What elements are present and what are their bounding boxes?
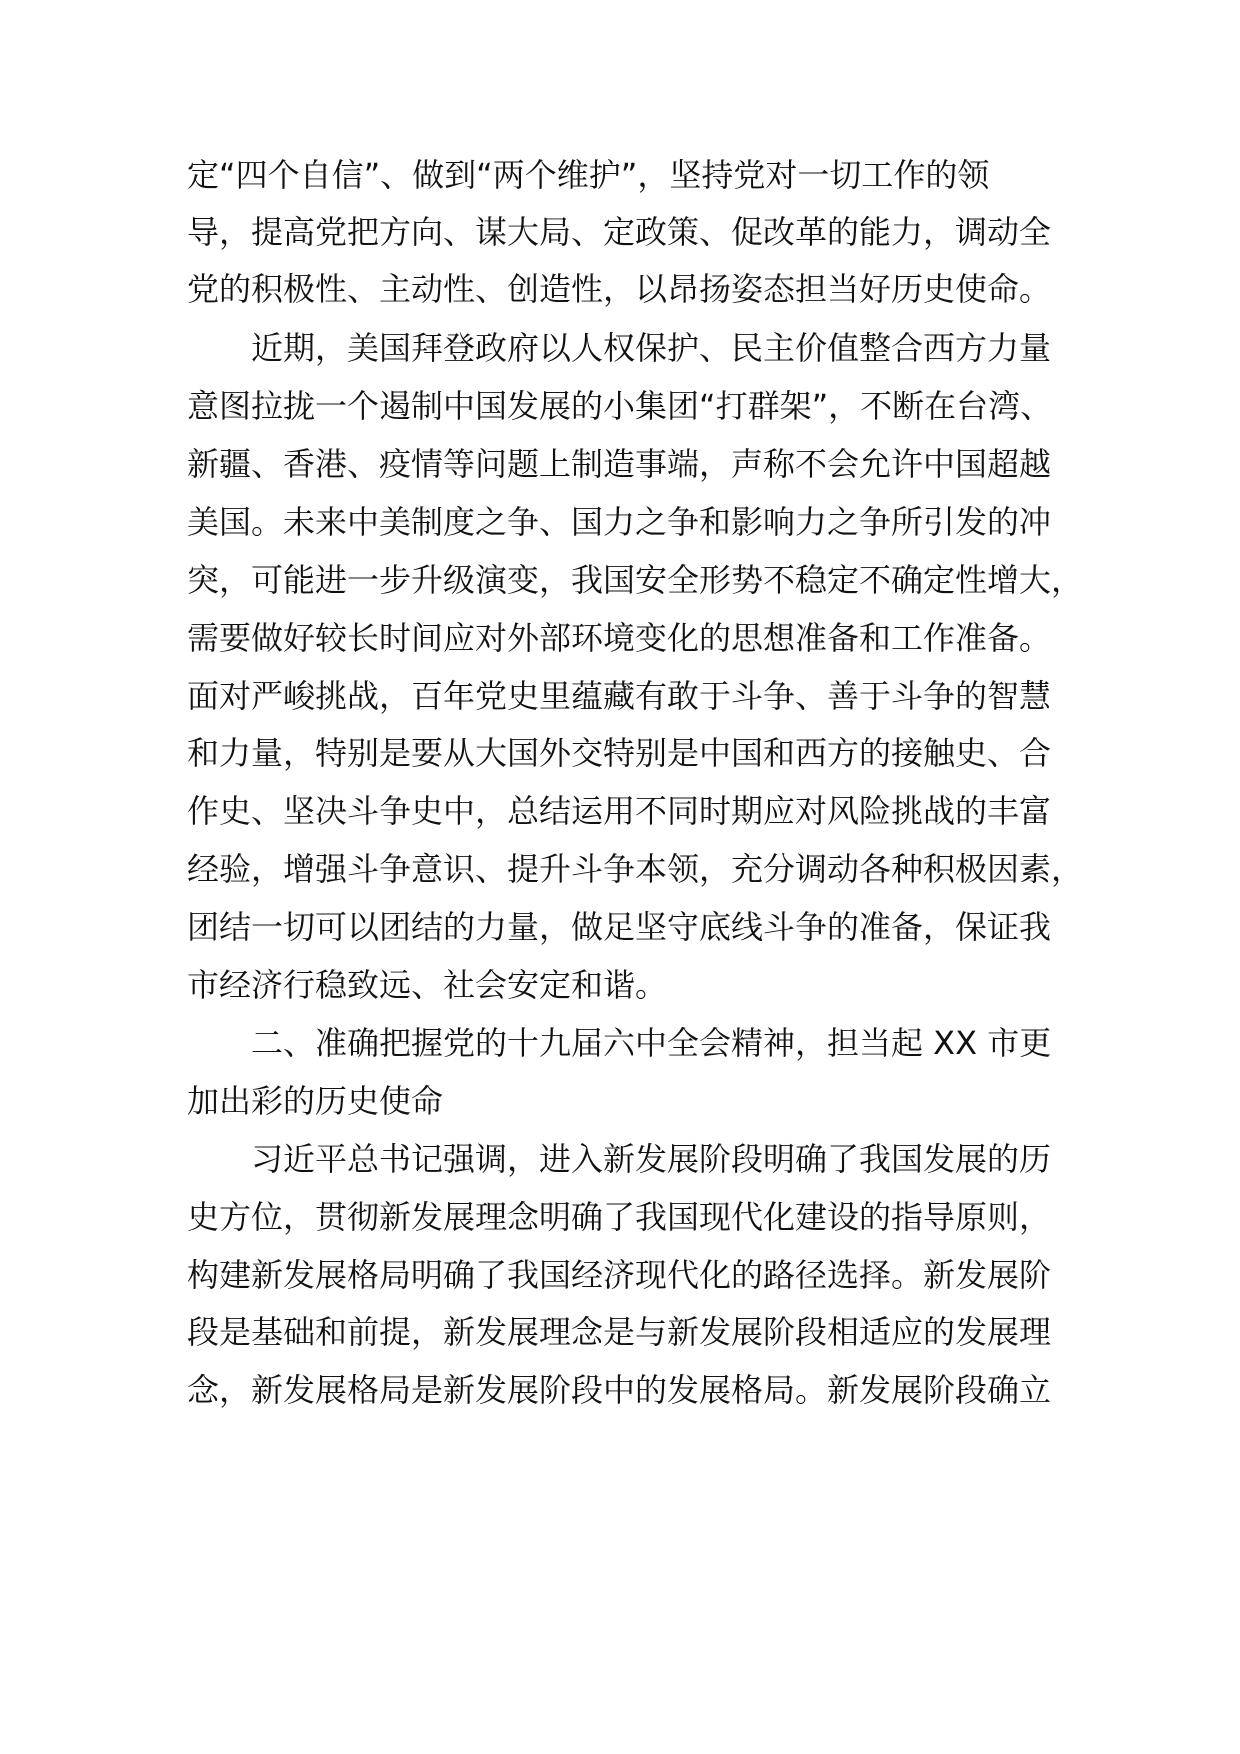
text-line-7: 美国。未来中美制度之争、国力之争和影响力之争所引发的冲: [187, 503, 1052, 541]
text-line-10: 面对严峻挑战，百年党史里蕴藏有敢于斗争、善于斗争的智慧: [187, 677, 1052, 715]
text-line-8: 突，可能进一步升级演变，我国安全形势不稳定不确定性增大，: [187, 561, 1084, 599]
text-line-19: 段是基础和前提，新发展理念是与新发展阶段相适应的发展理: [187, 1313, 1052, 1351]
text-line-15: 市经济行稳致远、社会安定和谐。: [187, 966, 668, 1004]
text-line-1: 定“四个自信”、做到“两个维护”，坚持党对一切工作的领: [187, 156, 990, 194]
text-line-16: 习近平总书记强调，进入新发展阶段明确了我国发展的历: [187, 1140, 1052, 1178]
text-line-4: 近期，美国拜登政府以人权保护、民主价值整合西方力量: [187, 329, 1052, 367]
text-line-13: 经验，增强斗争意识、提升斗争本领，充分调动各种积极因素，: [187, 850, 1084, 888]
section-heading-line-2: 加出彩的历史使命: [187, 1082, 444, 1120]
text-line-11: 和力量，特别是要从大国外交特别是中国和西方的接触史、合: [187, 734, 1052, 772]
text-line-17: 史方位，贯彻新发展理念明确了我国现代化建设的指导原则，: [187, 1198, 1052, 1236]
text-line-5: 意图拉拢一个遏制中国发展的小集团“打群架”，不断在台湾、: [187, 387, 1053, 425]
text-line-2: 导，提高党把方向、谋大局、定政策、促改革的能力，调动全: [187, 213, 1052, 251]
text-line-12: 作史、坚决斗争史中，总结运用不同时期应对风险挑战的丰富: [187, 792, 1052, 830]
text-line-18: 构建新发展格局明确了我国经济现代化的路径选择。新发展阶: [187, 1256, 1052, 1294]
section-heading-line-1: 二、准确把握党的十九届六中全会精神，担当起 XX 市更: [187, 1024, 1052, 1062]
text-line-9: 需要做好较长时间应对外部环境变化的思想准备和工作准备。: [187, 619, 1052, 657]
text-line-20: 念，新发展格局是新发展阶段中的发展格局。新发展阶段确立: [187, 1371, 1052, 1409]
text-line-14: 团结一切可以团结的力量，做足坚守底线斗争的准备，保证我: [187, 908, 1052, 946]
text-line-6: 新疆、香港、疫情等问题上制造事端，声称不会允许中国超越: [187, 445, 1052, 483]
text-line-3: 党的积极性、主动性、创造性，以昂扬姿态担当好历史使命。: [187, 270, 1052, 308]
